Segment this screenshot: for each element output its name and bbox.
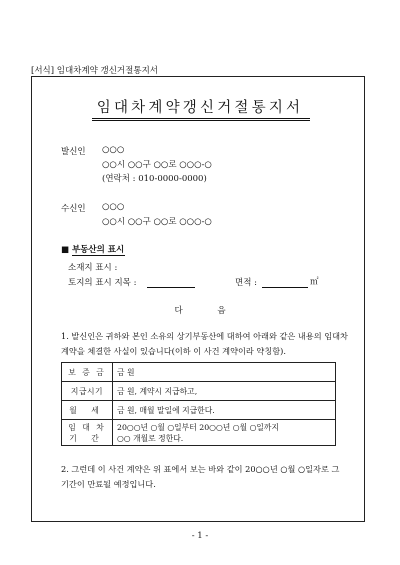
table-value-line-1: 20○○년 ○월 ○일부터 20○○년 ○월 ○일까지 xyxy=(117,422,279,432)
table-cell-label: 지급시기 xyxy=(62,382,113,401)
document-frame xyxy=(31,76,365,522)
form-label: [서식] 임대차계약 갱신거절통지서 xyxy=(31,66,158,76)
lease-terms-table xyxy=(61,362,336,446)
sender-address: ○○시 ○○구 ○○로 ○○○-○ xyxy=(102,160,212,170)
table-row xyxy=(62,382,336,401)
land-type-blank xyxy=(147,287,195,288)
table-row xyxy=(62,420,336,446)
divider-text: 다 음 xyxy=(174,306,242,316)
table-value-line-2: ○○ 개월로 정한다. xyxy=(117,433,184,443)
table-cell-label xyxy=(62,420,113,446)
property-area-label: 면적 : xyxy=(235,278,257,288)
document-title: 임대차계약갱신거절통지서 xyxy=(96,100,304,116)
recipient-name: ○○○ xyxy=(102,202,125,212)
table-cell-value xyxy=(113,420,336,446)
table-row xyxy=(62,401,336,420)
page-number: - 1 - xyxy=(191,531,209,541)
property-heading: ■ 부동산의 표시 xyxy=(61,245,125,255)
recipient-label: 수신인 xyxy=(61,204,86,214)
paragraph-1-line-1: 1. 발신인은 귀하와 본인 소유의 상기부동산에 대하여 아래와 같은 내용의 임대차 xyxy=(61,331,348,341)
title-underline-double xyxy=(92,120,310,121)
recipient-address: ○○시 ○○구 ○○로 ○○○-○ xyxy=(102,217,212,227)
table-cell-value: 금 원, 매월 말일에 지급한다. xyxy=(113,401,336,420)
table-cell-label: 월 세 xyxy=(62,401,113,420)
table-cell-value: 금 원, 계약시 지급하고, xyxy=(113,382,336,401)
sender-phone: (연락처 : 010-0000-0000) xyxy=(102,174,207,184)
property-area-unit: ㎡ xyxy=(310,277,319,287)
paragraph-1-line-2: 계약을 체결한 사실이 있습니다(이하 이 사건 계약이라 약칭함). xyxy=(61,346,286,356)
table-cell-label: 보 증 금 xyxy=(62,363,113,382)
table-row xyxy=(62,363,336,382)
table-label-line-1: 임 대 차 xyxy=(68,422,106,432)
paragraph-2-line-2: 기간이 만료될 예정입니다. xyxy=(61,479,156,489)
area-blank xyxy=(262,287,308,288)
property-location-label: 소재지 표시 : xyxy=(68,263,118,273)
property-land-label: 토지의 표시 지목 : xyxy=(68,278,137,288)
sender-label: 발신인 xyxy=(61,147,86,157)
sender-name: ○○○ xyxy=(102,145,125,155)
paragraph-2-line-1: 2. 그런데 이 사건 계약은 위 표에서 보는 바와 같이 20○○년 ○월 ○일자로 그 xyxy=(61,464,340,474)
table-cell-value: 금 원 xyxy=(113,363,336,382)
table-label-line-2: 기 간 xyxy=(69,433,105,443)
title-underline xyxy=(92,118,310,119)
property-heading-underline xyxy=(72,255,125,256)
